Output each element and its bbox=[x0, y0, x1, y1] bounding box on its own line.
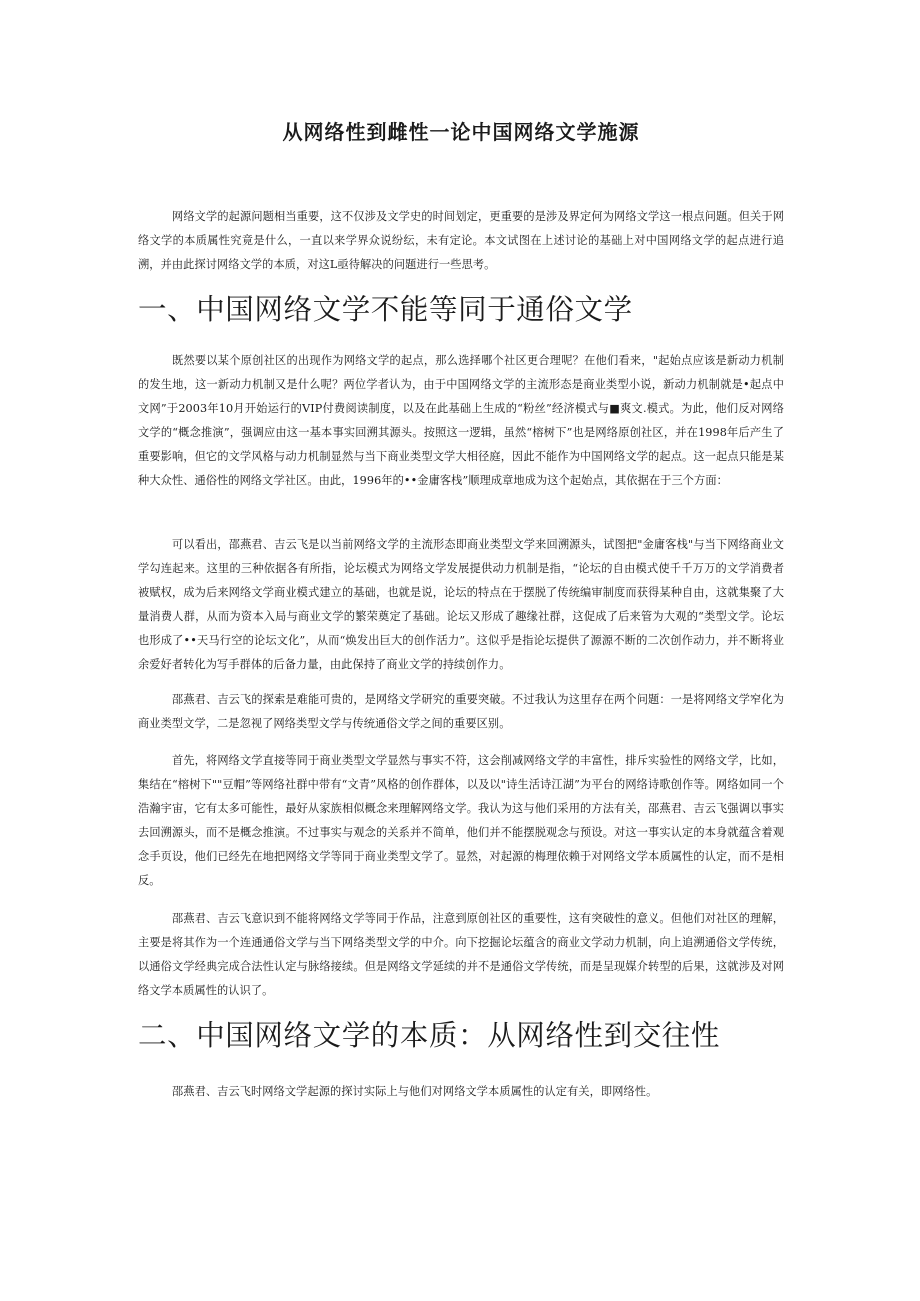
section-1-heading: 一、中国网络文学不能等同于通俗文学 bbox=[138, 293, 633, 326]
document-title: 从网络性到雌性一论中国网络文学施源 bbox=[282, 120, 640, 144]
section-2-paragraph-1: 邵燕君、吉云飞时网络文学起源的探讨实际上与他们对网络文学本质属性的认定有关，即网络性。 bbox=[172, 1085, 658, 1098]
section-1-paragraph-5: 邵燕君、吉云飞意识到不能将网络文学等同于作品，注意到原创社区的重要性，这有突破性的意义。但他们对社区的理解，主要是将其作为一个连通通俗文学与当下网络类型文学的中介。向下挖掘论坛蕴含的商业文学动力机制，向上追溯通俗文学传统，以通俗文学经典完成合法性认定与脉络接续。但是网络文学延续的并不是通俗文学传统，而是呈现媒介转型的后果，这就涉及对网络文学本质属性的认识了。 bbox=[138, 912, 784, 997]
section-1-paragraph-2: 可以看出，邵燕君、吉云飞是以当前网络文学的主流形态即商业类型文学来回溯源头，试图把"金庸客栈"与当下网络商业文学勾连起来。这里的三种依据各有所指，论坛模式为网络文学发展提供动力机制是指，“论坛的自由模式使千千万万的文学消费者被赋权，成为后来网络文学商业模式建立的基础，也就是说，论坛的特点在于摆脱了传统编审制度而获得某种自由，这就集聚了大量消费人群，从而为资本入局与商业文学的繁荣奠定了基础。论坛又形成了趣缘社群，这促成了后来管为大观的“类型文学。论坛也形成了••天马行空的论坛文化”，从而“焕发出巨大的创作活力”。这似乎是指论坛提供了源源不断的二次创作动力，并不断将业余爱好者转化为写手群体的后备力量，由此保持了商业文学的持续创作力。 bbox=[138, 538, 784, 671]
section-1-paragraph-4: 首先，将网络文学直接等同于商业类型文学显然与事实不符，这会削减网络文学的丰富性，排斥实验性的网络文学，比如，集结在“榕树下""豆帽”等网络社群中带有“文青”风格的创作群体，以及以"诗生活诗江湖”为平台的网络诗歌创作等。网络如同一个浩瀚宇宙，它有太多可能性，最好从家族相似概念来理解网络文学。我认为这与他们采用的方法有关，邵燕君、吉云飞强调以事实去回溯源头，而不是概念推演。不过事实与观念的关系并不简单，他们并不能摆脱观念与预设。对这一事实认定的本身就蕴含着观念手页设，他们已经先在地把网络文学等同于商业类型文学了。显然，对起源的梅理依赖于对网络文学本质属性的认定，而不是相反。 bbox=[138, 754, 784, 887]
section-2-heading: 二、中国网络文学的本质：从网络性到交往性 bbox=[138, 1019, 721, 1052]
section-1-paragraph-1: 既然要以某个原创社区的出现作为网络文学的起点，那么选择哪个社区更合理呢？在他们看来，"起始点应该是新动力机制的发生地，这一新动力机制又是什么呢？两位学者认为，由于中国网络文学的主流形态是商业类型小说，新动力机制就是•起点中文网”于2003年10月开始运行的VIP付费阅读制度，以及在此基础上生成的“粉丝”经济模式与■爽文.模式。为此，他们反对网络文学的“概念推演”，强调应由这一基本事实回溯其源头。按照这一逻辑，虽然“榕树下”也是网络原创社区，并在1998年后产生了重要影响，但它的文学风格与动力机制显然与当下商业类型文学大相径庭，因此不能作为中国网络文学的起点。这一起点只能是某种大众性、通俗性的网络文学社区。由此，1996年的••金庸客栈”顺理成章地成为这个起始点，其依据在于三个方面： bbox=[138, 354, 784, 487]
intro-paragraph: 网络文学的起源问题相当重要，这不仅涉及文学史的时间划定，更重要的是涉及界定何为网络文学这一根点问题。但关于网络文学的本质属性究竟是什么，一直以来学界众说纷纭，未有定论。本文试图在上述讨论的基础上对中国网络文学的起点进行追溯，并由此探讨网络文学的本质，对这L亟待解决的问题进行一些思考。 bbox=[138, 210, 784, 271]
section-1-paragraph-3: 邵燕君、吉云飞的探索是难能可贵的，是网络文学研究的重要突破。不过我认为这里存在两个问题：一是将网络文学窄化为商业类型文学，二是忽视了网络类型文学与传统通俗文学之间的重要区别。 bbox=[138, 693, 784, 730]
